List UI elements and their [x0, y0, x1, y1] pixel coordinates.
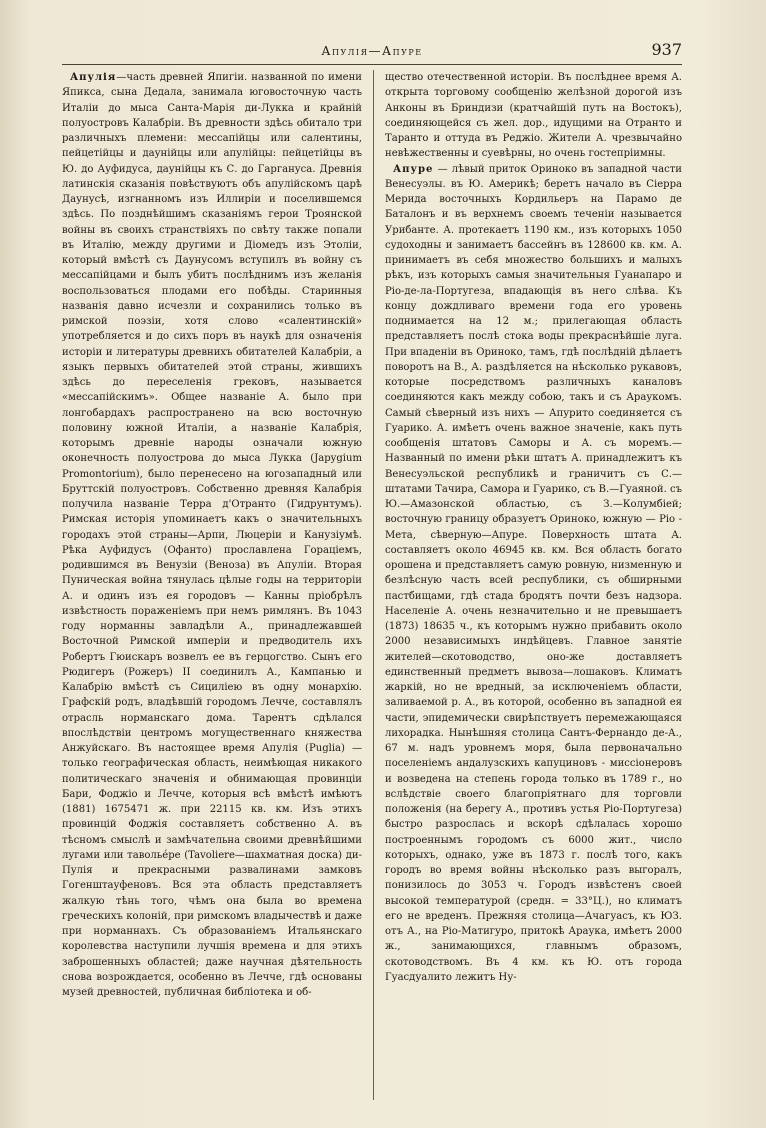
running-head: Апулія—Апуре — [321, 44, 423, 58]
entry-apulia — [62, 70, 362, 1000]
column-divider — [373, 70, 374, 1100]
entry-continuation: щество отечественной исторіи. Въ послѣднее время А. открыта торговому сообщенію желѣзной дорогой изъ Анконы въ Бриндизи (кратчайшій путь на Востокъ), соединяющейся съ жел. дор., идущими на Отранто и Таранто и оттуда въ Реджіо. Жители А. чрезвычайно невѣжественны и суевѣрны, но очень гостепріимны. — [385, 72, 682, 160]
page-number: 937 — [651, 40, 682, 59]
left-column — [62, 70, 362, 1110]
page-header — [62, 40, 682, 64]
entry-apure — [385, 162, 682, 986]
entry-text: —часть древней Япигіи. названной по имени Япикса, сына Дедала, занимала юговосточную часть Италіи до мыса Санта-Марія ди-Лукка и крайній полуостровъ Калабріи. Въ древности здѣсь обитало три различныхъ племени: мессапійцы или салентины, пейцетійцы и даунійцы или апулійцы: пейцетійцы въ Ю. до Ауфидуса, даунійцы къ С. до Гаргануса. Древнія латинскія сказанія повѣствуютъ объ апулійскомъ царѣ Даунусѣ, изгнанномъ изъ Иллиріи и поселившемся здѣсь. По позднѣйшимъ сказаніямъ герои Троянской войны въ своихъ странствіяхъ по свѣту также попали въ Италію, между другими и Діомедъ изъ Этоліи, который вмѣстѣ съ Даунусомъ вступилъ въ войну съ мессапійцами и былъ убитъ послѣднимъ изъ желанія воспользоваться плодами его побѣды. Старинныя названія давно исчезли и сохранились только въ римской поэзіи, хотя слово «салентинскій» употребляется и до сихъ поръ въ наукѣ для означенія исторіи и литературы древнихъ обитателей Калабріи, а языкъ первыхъ обитателей этой страны, жившихъ здѣсь до переселенія грековъ, называется «мессапійскимъ». Общее названіе А. было при лонгобардахъ распространено на всю восточную половину южной Италіи, а названіе Калабрія, которымъ древніе народы означали южную оконечность полуострова до мыса Лукка (Japygium Promontorium), было перенесено на югозападный или Бруттскій полуостровъ. Собственно древняя Калабрія получила названіе Терра д'Отранто (Гидрунтумъ). Римская исторія упоминаетъ какъ о значительныхъ городахъ этой страны—Арпи, Люцеріи и Канузіумѣ. Рѣка Ауфидусъ (Офанто) прославлена Горaціемъ, родившимся въ Венузіи (Веноза) въ Апуліи. Вторая Пуническая война тянулась цѣлые годы на территоріи А. и одинъ изъ ея городовъ — Канны пріобрѣлъ извѣстность пораженіемъ при немъ римлянъ. Въ 1043 году норманны завладѣли А., принадлежавшей Восточной Римской имперіи и предводитель ихъ Робертъ Гюискаръ возвелъ ее въ герцогство. Сынъ его Рюдигеръ (Рожеръ) II соединилъ А., Кампанью и Калабрію вмѣстѣ съ Сициліею въ одну монархію. Графскій родъ, владѣвшій городомъ Лечче, составлялъ отрасль норманскаго дома. Тарентъ сдѣлался впослѣдствіи центромъ могущественнаго княжества Анжуйскаго. Въ настоящее время Апулія (Puglia) — только географическая область, неимѣющая никакого политическаго значенія и обнимающая провинціи Бари, Фоджіо и Лечче, которыя всѣ вмѣстѣ имѣютъ (1881) 1675471 ж. при 22115 кв. км. Изъ этихъ провинцій Фоджія составляетъ собственно А. въ тѣсномъ смыслѣ и замѣчательна своими древнѣйшими лугами или таволье́ре (Tavoliere—шахматная доска) ди-Пулія и прекрасными развалинами замковъ Гогенштауфеновъ. Вся эта область представляетъ жалкую тѣнь того, чѣмъ она была во времена греческихъ колоній, при римскомъ владычествѣ и даже при норманнахъ. Съ образованіемъ Итальянскаго королевства наступили лучшія времена и для этихъ заброшенныхъ областей; даже научная дѣятельность снова возрождается, особенно въ Лечче, гдѣ основаны музей древностей, публичная библіотека и об- — [62, 72, 362, 998]
header-rule — [62, 64, 682, 65]
headword-apulia: Апулія — [70, 72, 117, 83]
right-column — [385, 70, 682, 1110]
entry-text: — лѣвый приток Ориноко въ западной части Венесуэлы. въ Ю. Америкѣ; беретъ начало въ Сіерра Мерида восточныхъ Кордильеръ на Парамо де Баталонъ и въ верхнемъ своемъ теченіи называется Урибанте. А. протекаетъ 1190 км., изъ которыхъ 1050 судоходны и занимаетъ бассейнъ въ 128600 кв. км. А. принимаетъ въ себя множество большихъ и малыхъ рѣкъ, изъ которыхъ самыя значительныя Гуанапаро и Ріо-де-ла-Португеза, впадающія въ него слѣва. Къ концу дождливаго времени года его уровень поднимается на 12 м.; прилегающая область представляетъ послѣ стока воды прекраснѣйшіе луга. При впаденіи въ Ориноко, тамъ, гдѣ послѣдній дѣлаетъ поворотъ на В., А. раздѣляется на нѣсколько рукавовъ, которые посредствомъ различныхъ каналовъ соединяются какъ между собою, такъ и съ Араукомъ. Самый сѣверный изъ нихъ — Апурито соединяется съ Гуарико. А. имѣетъ очень важное значеніе, какъ путь сообщенія штатовъ Саморы и А. съ моремъ.—Названный по имени рѣки штатъ А. принадлежитъ къ Венесуэльской республикѣ и граничитъ съ С.—штатами Тачира, Самора и Гуарико, съ В.—Гуаяной. съ Ю.—Амазонской областью, съ З.—Колумбіей; восточную границу образуетъ Ориноко, южную — Ріо - Мета, сѣверную—Апуре. Поверхность штата А. составляетъ около 46945 кв. км. Вся область богато орошена и представляетъ самую ровную, низменную и безлѣсную часть всей республики, съ обширными пастбищами, гдѣ стада бродятъ почти безъ надзора. Населеніе А. очень незначительно и не превышаетъ (1873) 18635 ч., къ которымъ нужно прибавить около 2000 независимыхъ индѣйцевъ. Главное занятіе жителей—скотоводство, оно-же доставляетъ единственный предметъ вывоза—лошаковъ. Климатъ жаркій, но не вредный, за исключеніемъ области, заливаемой р. А., въ которой, особенно въ западной ея части, эпидемически свирѣпствуетъ перемежающаяся лихорадка. Нынѣшняя столица Сантъ-Фернандо де-А., 67 м. надъ уровнемъ моря, была первоначально поселеніемъ андалузскихъ капуциновъ - миссіонеровъ и возведена на степень города только въ 1789 г., но вслѣдствіе своего благопріятнаго для торговли положенія (на берегу А., противъ устья Ріо-Португеза) быстро разрослась и вскорѣ сдѣлалась хорошо построеннымъ городомъ съ 6000 жит., число которыхъ, однако, уже въ 1873 г. послѣ того, какъ городъ во время войны нѣсколько разъ выгоралъ, понизилось до 3053 ч. Городъ извѣстенъ своей высокой температурой (средн. = 33°Ц.), но климатъ его не вреденъ. Прежняя столица—Ачагуасъ, къ ЮЗ. отъ А., на Ріо-Матигуро, притокѣ Араука, имѣетъ 2000 ж., занимающихся, главнымъ образомъ, скотоводствомъ. Въ 4 км. къ Ю. отъ города Гуасдуалито лежитъ Ну- — [385, 163, 682, 983]
headword-apure: Апуре — [393, 163, 434, 175]
